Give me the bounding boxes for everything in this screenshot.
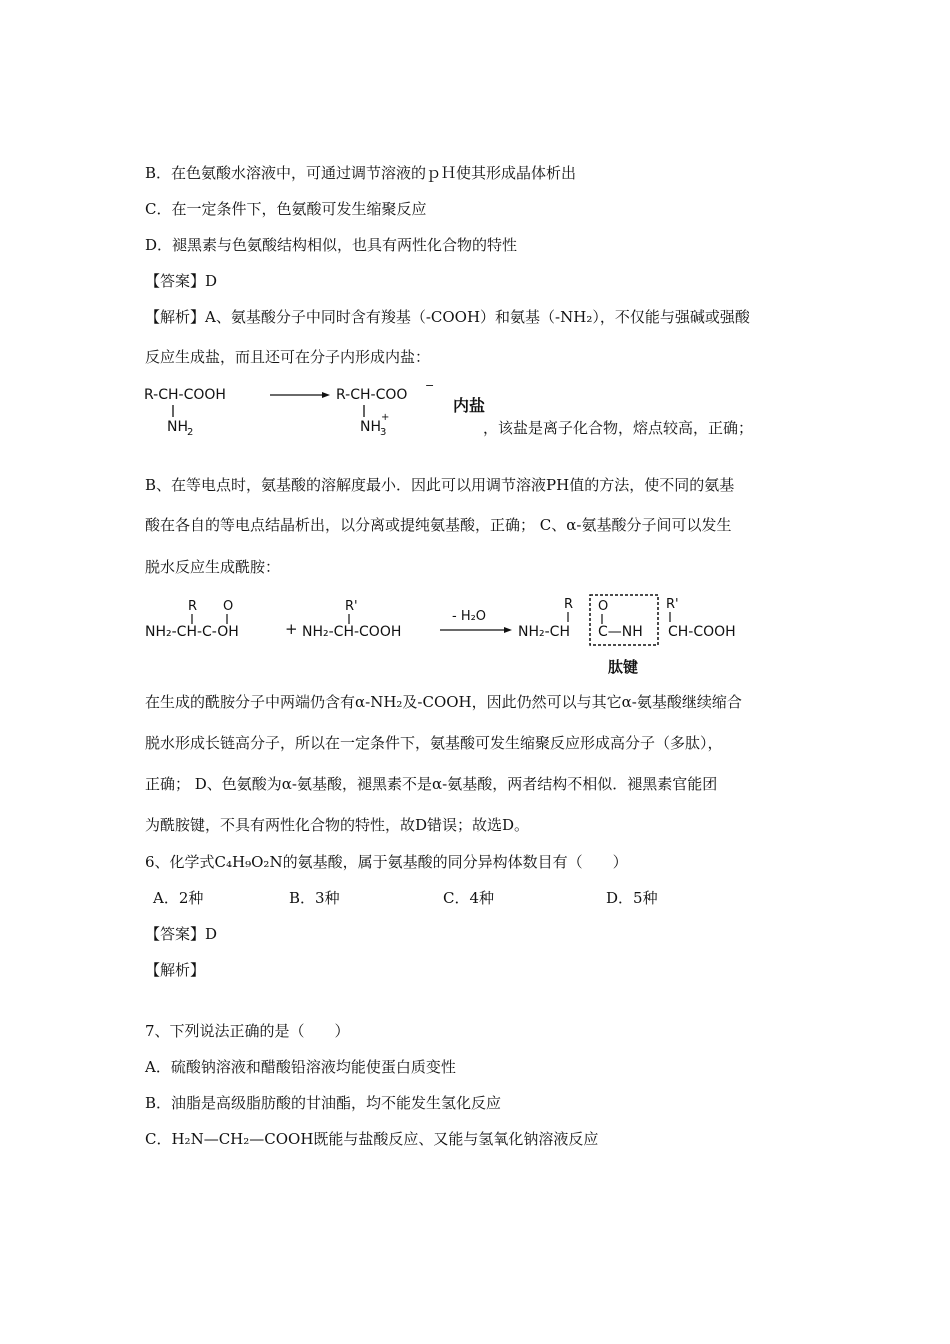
peptide-bond-label: 肽键	[608, 658, 639, 676]
answer-label: 【答案】D	[145, 272, 218, 290]
analysis-line-2: 反应生成盐，而且还可在分子内形成内盐：	[145, 348, 431, 366]
product-charge-minus: −	[425, 379, 435, 392]
q6-option-d: D．5种	[606, 889, 658, 907]
reactant-amino-group: NH	[167, 419, 188, 435]
question-6: 6、化学式C₄H₉O₂N的氨基酸，属于氨基酸的同分异构体数目有（ ）	[145, 853, 628, 871]
q7-option-c: C．H₂N—CH₂—COOH既能与盐酸反应、又能与氢氧化钠溶液反应	[145, 1130, 599, 1148]
option-c-text: C．在一定条件下，色氨酸可发生缩聚反应	[145, 200, 427, 218]
r-group-1: R	[188, 599, 198, 614]
carbonyl-oxygen-1: O	[223, 599, 234, 614]
internal-salt-diagram	[140, 375, 510, 437]
q6-option-b: B．3种	[289, 889, 340, 907]
analysis-line-1: 【解析】A、氨基酸分子中同时含有羧基（-COOH）和氨基（-NH₂），不仅能与强碱或强酸	[145, 308, 750, 326]
analysis-line-4: B、在等电点时，氨基酸的溶解度最小．因此可以用调节溶液PH值的方法，使不同的氨基	[145, 476, 735, 494]
r-group-3: R	[564, 597, 574, 612]
q6-option-c: C．4种	[443, 889, 495, 907]
amino-acid-2: NH₂-CH-COOH	[302, 624, 402, 640]
r-group-4: R'	[666, 597, 679, 612]
q6-option-a: A．2种	[153, 889, 204, 907]
analysis-line-5: 酸在各自的等电点结晶析出，以分离或提纯氨基酸，正确； C、α-氨基酸分子间可以发生	[145, 516, 732, 534]
r-group-2: R'	[345, 599, 358, 614]
reactant-formula: R-CH-COOH	[144, 387, 226, 403]
analysis-line-9: 正确； D、色氨酸为α-氨基酸，褪黑素不是α-氨基酸，两者结构不相似．褪黑素官能团	[145, 775, 718, 793]
product-charge-plus: +	[381, 412, 390, 423]
internal-salt-label: 内盐	[453, 396, 486, 415]
reactant-amino-index: 2	[187, 427, 194, 437]
product-right-part: CH-COOH	[668, 624, 736, 640]
plus-sign: +	[285, 620, 298, 638]
product-peptide-bond: C—NH	[598, 624, 643, 640]
q7-option-a: A．硫酸钠溶液和醋酸铅溶液均能使蛋白质变性	[145, 1058, 456, 1076]
analysis-line-3: ，该盐是离子化合物，熔点较高，正确；	[483, 419, 754, 437]
analysis-line-6: 脱水反应生成酰胺：	[145, 558, 281, 576]
reaction-condition: - H₂O	[452, 609, 487, 624]
option-b-text: B．在色氨酸水溶液中，可通过调节溶液的ｐＨ使其形成晶体析出	[145, 164, 577, 182]
carbonyl-oxygen-3: O	[598, 599, 609, 614]
amino-acid-1: NH₂-CH-C-OH	[145, 624, 239, 640]
product-left-part: NH₂-CH	[518, 624, 570, 640]
analysis-label-2: 【解析】	[145, 961, 206, 979]
analysis-line-10: 为酰胺键，不具有两性化合物的特性，故D错误；故选D。	[145, 816, 530, 834]
q7-option-b: B．油脂是高级脂肪酸的甘油酯，均不能发生氢化反应	[145, 1094, 502, 1112]
product-amino-index: 3	[380, 427, 387, 437]
question-7: 7、下列说法正确的是（ ）	[145, 1022, 350, 1040]
analysis-line-7: 在生成的酰胺分子中两端仍含有α-NH₂及-COOH，因此仍然可以与其它α-氨基酸继续缩合	[145, 693, 742, 711]
analysis-line-8: 脱水形成长链高分子，所以在一定条件下，氨基酸可发生缩聚反应形成高分子（多肽），	[145, 734, 723, 752]
peptide-bond-diagram	[140, 590, 780, 682]
product-formula: R-CH-COO	[336, 387, 408, 403]
option-d-text: D．褪黑素与色氨酸结构相似，也具有两性化合物的特性	[145, 236, 518, 254]
answer-label-2: 【答案】D	[145, 925, 218, 943]
product-amino-group: NH	[360, 419, 381, 435]
